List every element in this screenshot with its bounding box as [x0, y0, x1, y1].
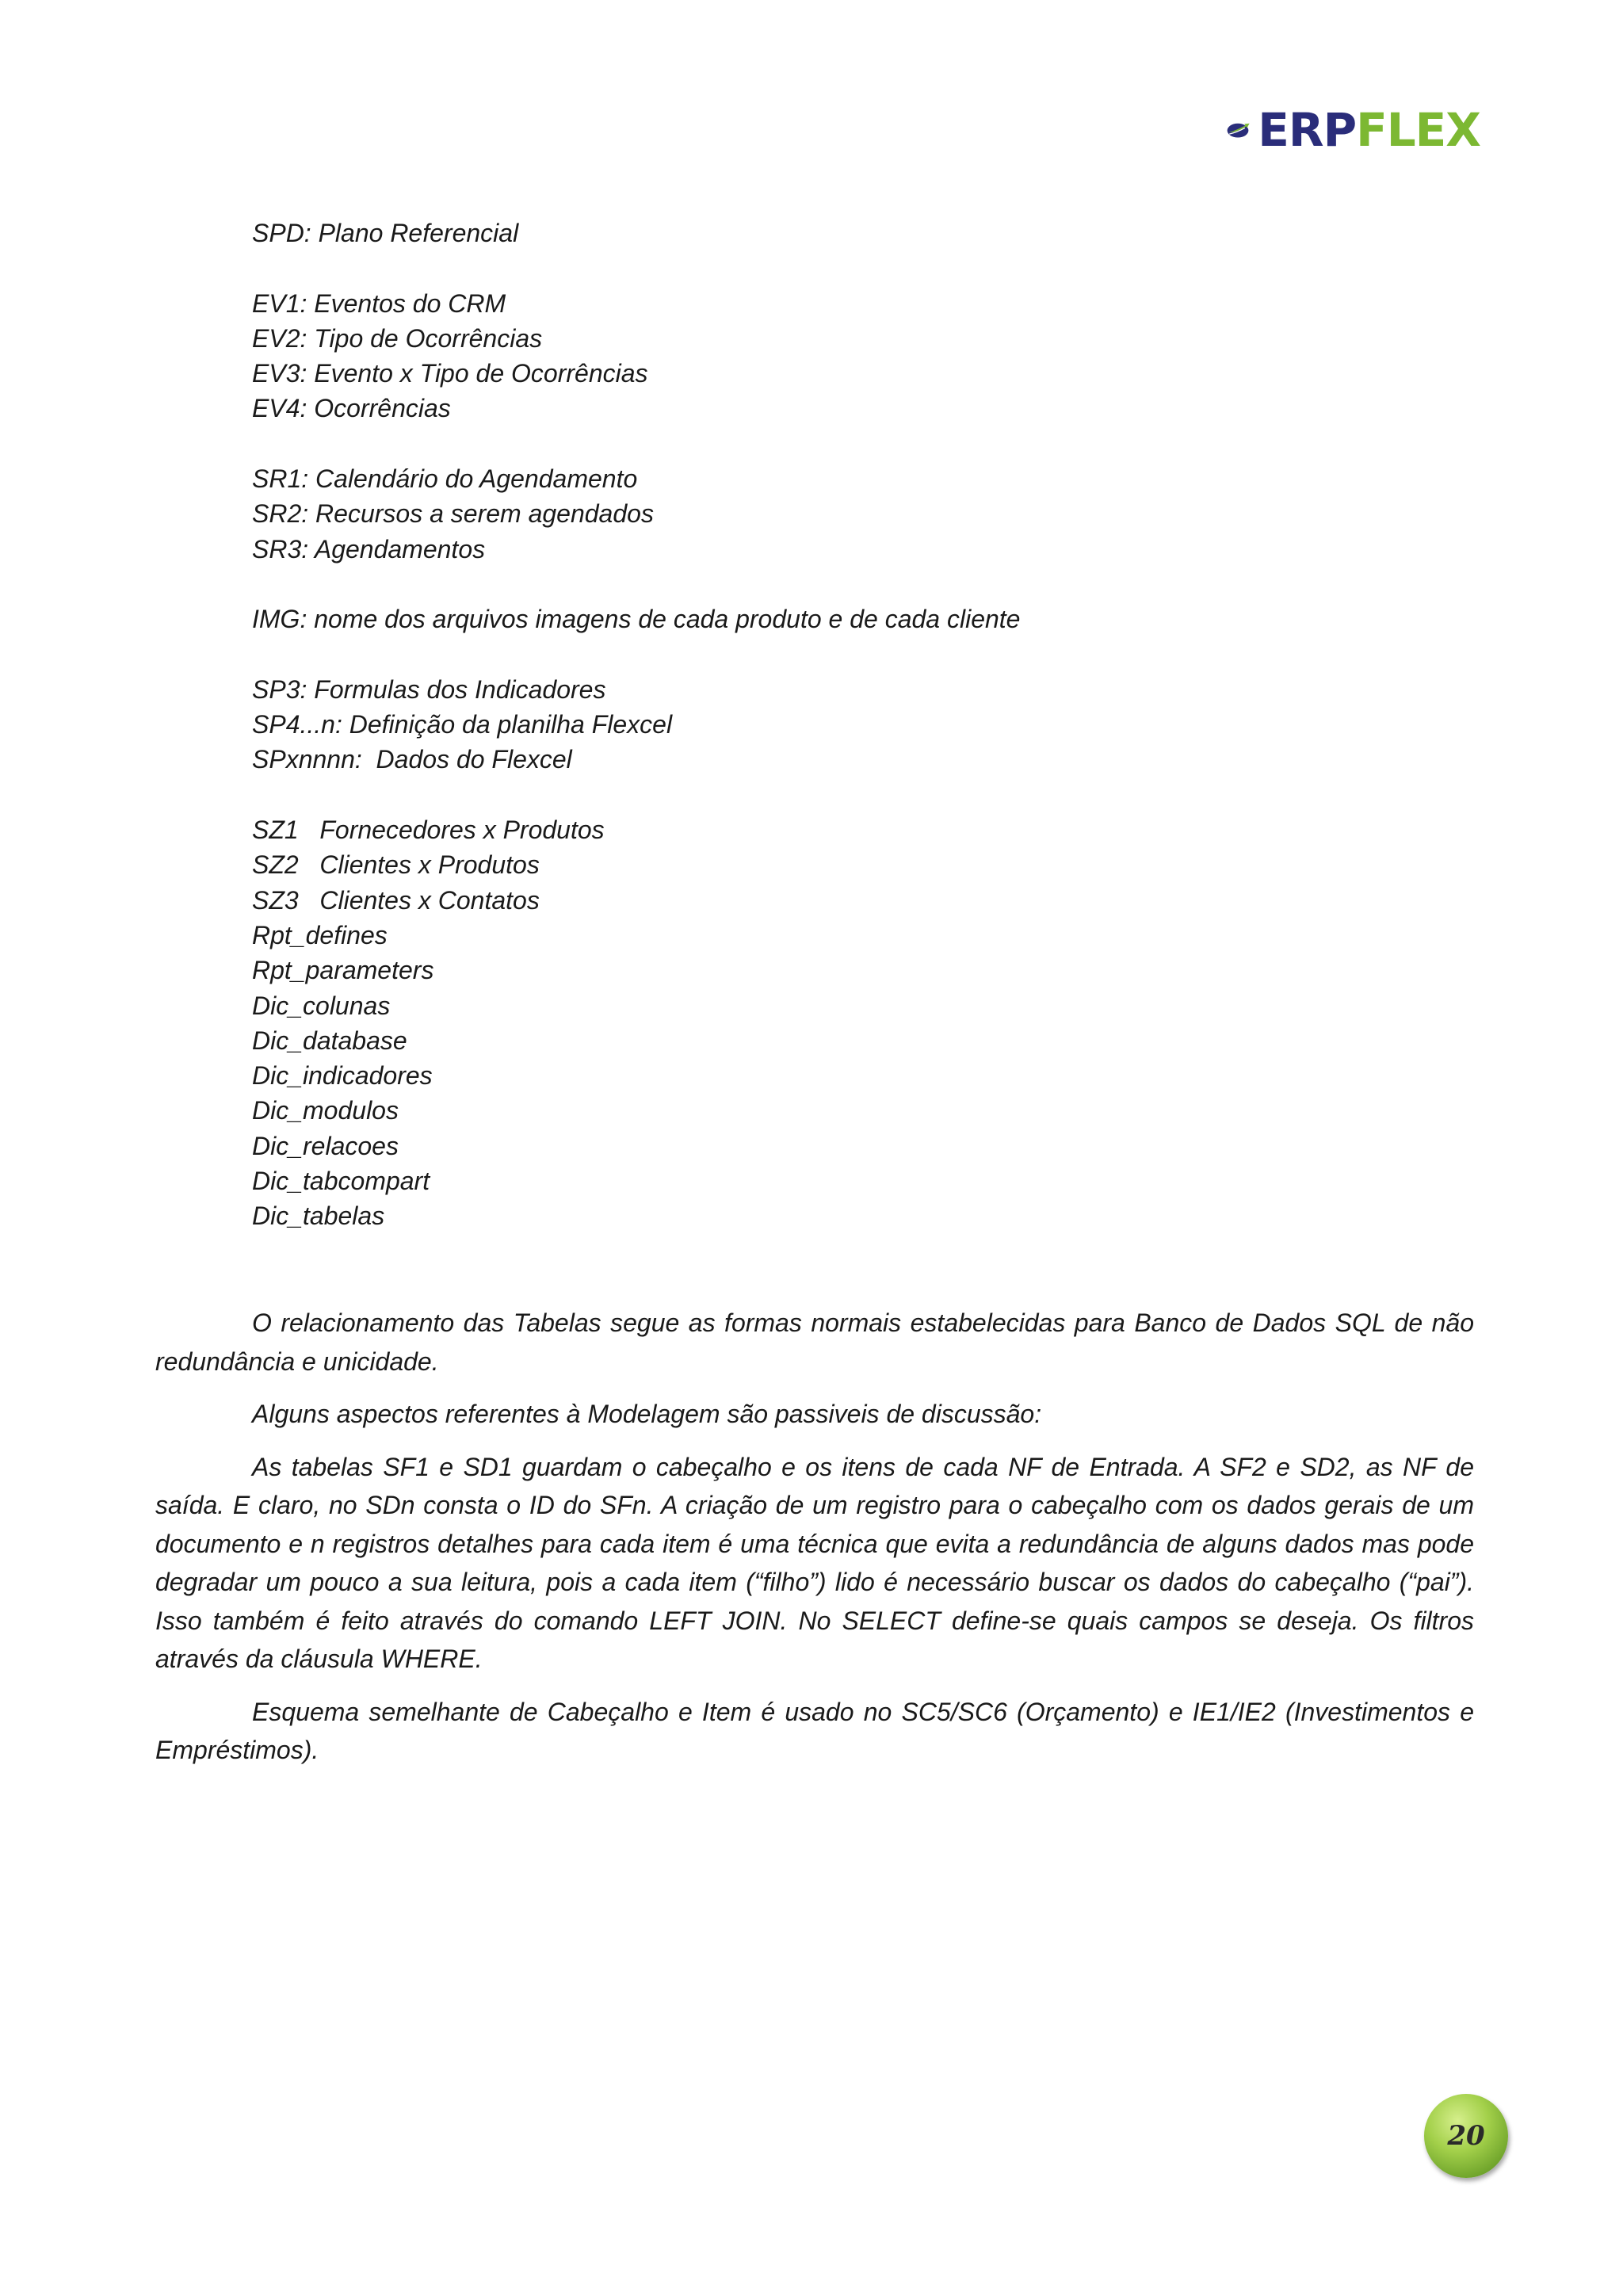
list-item: Dic_modulos: [252, 1096, 399, 1125]
list-spacer: [252, 777, 1488, 812]
list-item: EV2: Tipo de Ocorrências: [252, 323, 543, 353]
page-number-badge: [1424, 2094, 1508, 2178]
list-item: EV3: Evento x Tipo de Ocorrências: [252, 359, 648, 388]
list-item: SZ2 Clientes x Produtos: [252, 850, 540, 880]
list-item: Dic_database: [252, 1026, 407, 1055]
list-item: Dic_tabcompart: [252, 1167, 430, 1196]
list-spacer: [252, 567, 1488, 602]
list-item: Rpt_defines: [252, 920, 388, 949]
list-item: IMG: nome dos arquivos imagens de cada produto e de cada cliente: [252, 605, 1021, 634]
list-item: Dic_tabelas: [252, 1201, 385, 1231]
list-spacer: [252, 250, 1488, 285]
paragraph-relationship: O relacionamento das Tabelas segue as formas normais estabelecidas para Banco de Dados SQL de não redundância e unicidade.: [155, 1308, 1474, 1376]
list-item: SP4...n: Definição da planilha Flexcel: [252, 710, 673, 739]
list-item: Dic_colunas: [252, 991, 391, 1020]
list-item: Dic_relacoes: [252, 1131, 399, 1160]
paragraph-aspects: Alguns aspectos referentes à Modelagem são passiveis de discussão:: [252, 1400, 1042, 1428]
page-number: 20: [1447, 2120, 1485, 2152]
erpflex-logo: [1227, 100, 1480, 160]
erpflex-swoosh-icon: [1227, 103, 1250, 157]
list-item: SPD: Plano Referencial: [252, 219, 519, 247]
list-item: SZ1 Fornecedores x Produtos: [252, 816, 605, 845]
list-item: SR2: Recursos a serem agendados: [252, 499, 654, 529]
list-item: SP3: Formulas dos Indicadores: [252, 674, 606, 704]
list-item: SPxnnnn: Dados do Flexcel: [252, 745, 572, 774]
logo-flex-text: FLEX: [1356, 103, 1480, 157]
list-spacer: [252, 637, 1488, 672]
body-text: [155, 1304, 1474, 1784]
paragraph-tables-sf-sd: As tabelas SF1 e SD1 guardam o cabeçalho e os itens de cada NF de Entrada. A SF2 e SD2, as NF de saída. E claro, no SDn consta o ID do SFn. A criação de um registro para o cabeçalho com os dados gerais de um documento e n registros detalhes para cada item é uma técnica que evita a redundância de alguns dados mas pode degradar um pouco a sua leitura, pois a cada item (“filho”) lido é necessário buscar os dados do cabeçalho (“pai”). Isso também é feito através do comando LEFT JOIN. No SELECT define-se quais campos se deseja. Os filtros através da cláusula WHERE.: [155, 1452, 1474, 1673]
list-spacer: [252, 426, 1488, 461]
paragraph-similar-scheme: Esquema semelhante de Cabeçalho e Item é usado no SC5/SC6 (Orçamento) e IE1/IE2 (Investimentos e Empréstimos).: [155, 1697, 1474, 1764]
logo-erp-text: ERP: [1258, 103, 1357, 157]
list-item: Dic_indicadores: [252, 1061, 433, 1091]
list-item: SZ3 Clientes x Contatos: [252, 885, 540, 915]
list-item: SR3: Agendamentos: [252, 534, 486, 563]
list-item: EV4: Ocorrências: [252, 394, 451, 423]
list-item: SR1: Calendário do Agendamento: [252, 464, 638, 494]
list-item: Rpt_parameters: [252, 956, 434, 985]
list-item: EV1: Eventos do CRM: [252, 288, 506, 318]
table-list: [252, 216, 1488, 1234]
